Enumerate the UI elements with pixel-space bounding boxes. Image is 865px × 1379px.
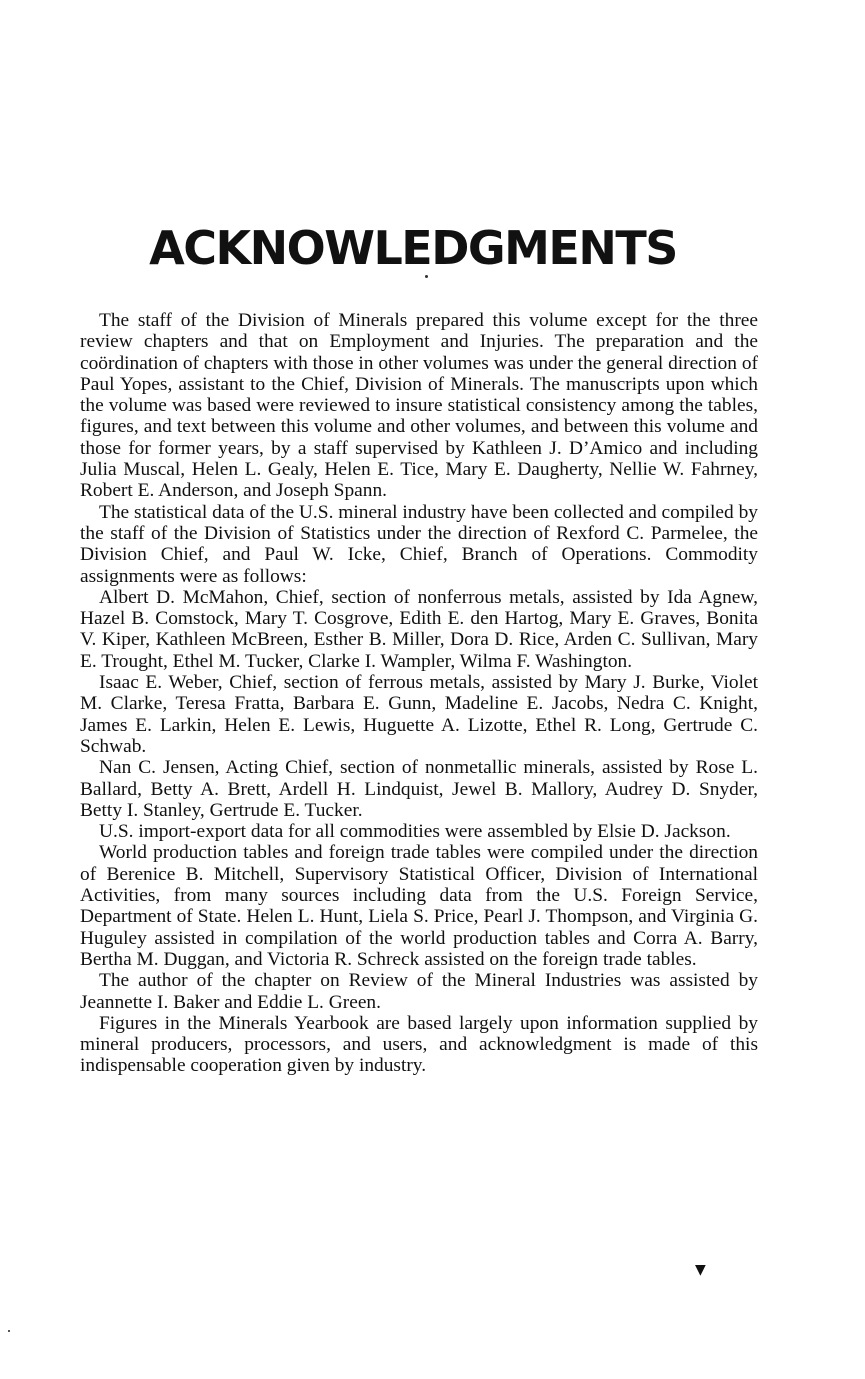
paragraph-nonmetallic-minerals: Nan C. Jensen, Acting Chief, section of nonmetallic minerals, assisted by Rose L. Ballard, Betty A. Brett, Ardell H. Lindquist, Jewel B. Mallory, Audrey D. Snyder, Betty I. Stanley, Gertrude E. Tucker. — [80, 757, 758, 821]
paragraph-review-chapter: The author of the chapter on Review of the Mineral Industries was assisted by Jeannette I. Baker and Eddie L. Green. — [80, 970, 758, 1013]
paragraph-nonferrous-metals: Albert D. McMahon, Chief, section of nonferrous metals, assisted by Ida Agnew, Hazel B. Comstock, Mary T. Cosgrove, Edith E. den Hartog, Mary E. Graves, Bonita V. Kiper, Kathleen McBreen, Esther B. Miller, Dora D. Rice, Arden C. Sullivan, Mary E. Trought, Ethel M. Tucker, Clarke I. Wampler, Wilma F. Washington. — [80, 586, 758, 672]
print-speck — [425, 275, 428, 278]
paragraph-industry-cooperation: Figures in the Minerals Yearbook are based largely upon information supplied by mineral producers, processors, and users, and acknowledgment is made of this indispensable cooperation given by industry. — [80, 1012, 758, 1077]
paragraph-division-staff: The staff of the Division of Minerals prepared this volume except for the three review chapters and that on Employment and Injuries. The preparation and the coördination of chapters with those in other volumes was under the general direction of Paul Yopes, assistant to the Chief, Division of Minerals. The manuscripts upon which the volume was based were reviewed to insure statistical consistency among the tables, figures, and text between this volume and other volumes, and between this volume and those for former years, by a staff supervised by Kathleen J. D’Amico and including Julia Muscal, Helen L. Gealy, Helen E. Tice, Mary E. Daugherty, Nellie W. Fahrney, Robert E. Anderson, and Joseph Spann. — [80, 310, 758, 502]
paragraph-ferrous-metals: Isaac E. Weber, Chief, section of ferrous metals, assisted by Mary J. Burke, Violet M. Clarke, Teresa Fratta, Barbara E. Gunn, Madeline E. Jacobs, Nedra C. Knight, James E. Larkin, Helen E. Lewis, Huguette A. Lizotte, Ethel R. Long, Gertrude C. Schwab. — [80, 672, 758, 757]
acknowledgments-body — [80, 310, 758, 1077]
end-triangle-icon: ▼ — [695, 1262, 706, 1278]
scan-speck — [8, 1330, 10, 1332]
paragraph-statistics-division: The statistical data of the U.S. mineral industry have been collected and compiled by the staff of the Division of Statistics under the direction of Rexford C. Parmelee, the Division Chief, and Paul W. Icke, Chief, Branch of Operations. Commodity assignments were as follows: — [80, 501, 758, 587]
page-title: ACKNOWLEDGMENTS — [149, 221, 677, 275]
paragraph-import-export: U.S. import-export data for all commodities were assembled by Elsie D. Jackson. — [99, 821, 731, 843]
paragraph-world-production: World production tables and foreign trade tables were compiled under the direction of Berenice B. Mitchell, Supervisory Statistical Officer, Division of International Activities, from many sources including data from the U.S. Foreign Service, Department of State. Helen L. Hunt, Liela S. Price, Pearl J. Thompson, and Virginia G. Huguley assisted in compilation of the world production tables and Corra A. Barry, Bertha M. Duggan, and Victoria R. Schreck assisted on the foreign trade tables. — [80, 842, 758, 970]
